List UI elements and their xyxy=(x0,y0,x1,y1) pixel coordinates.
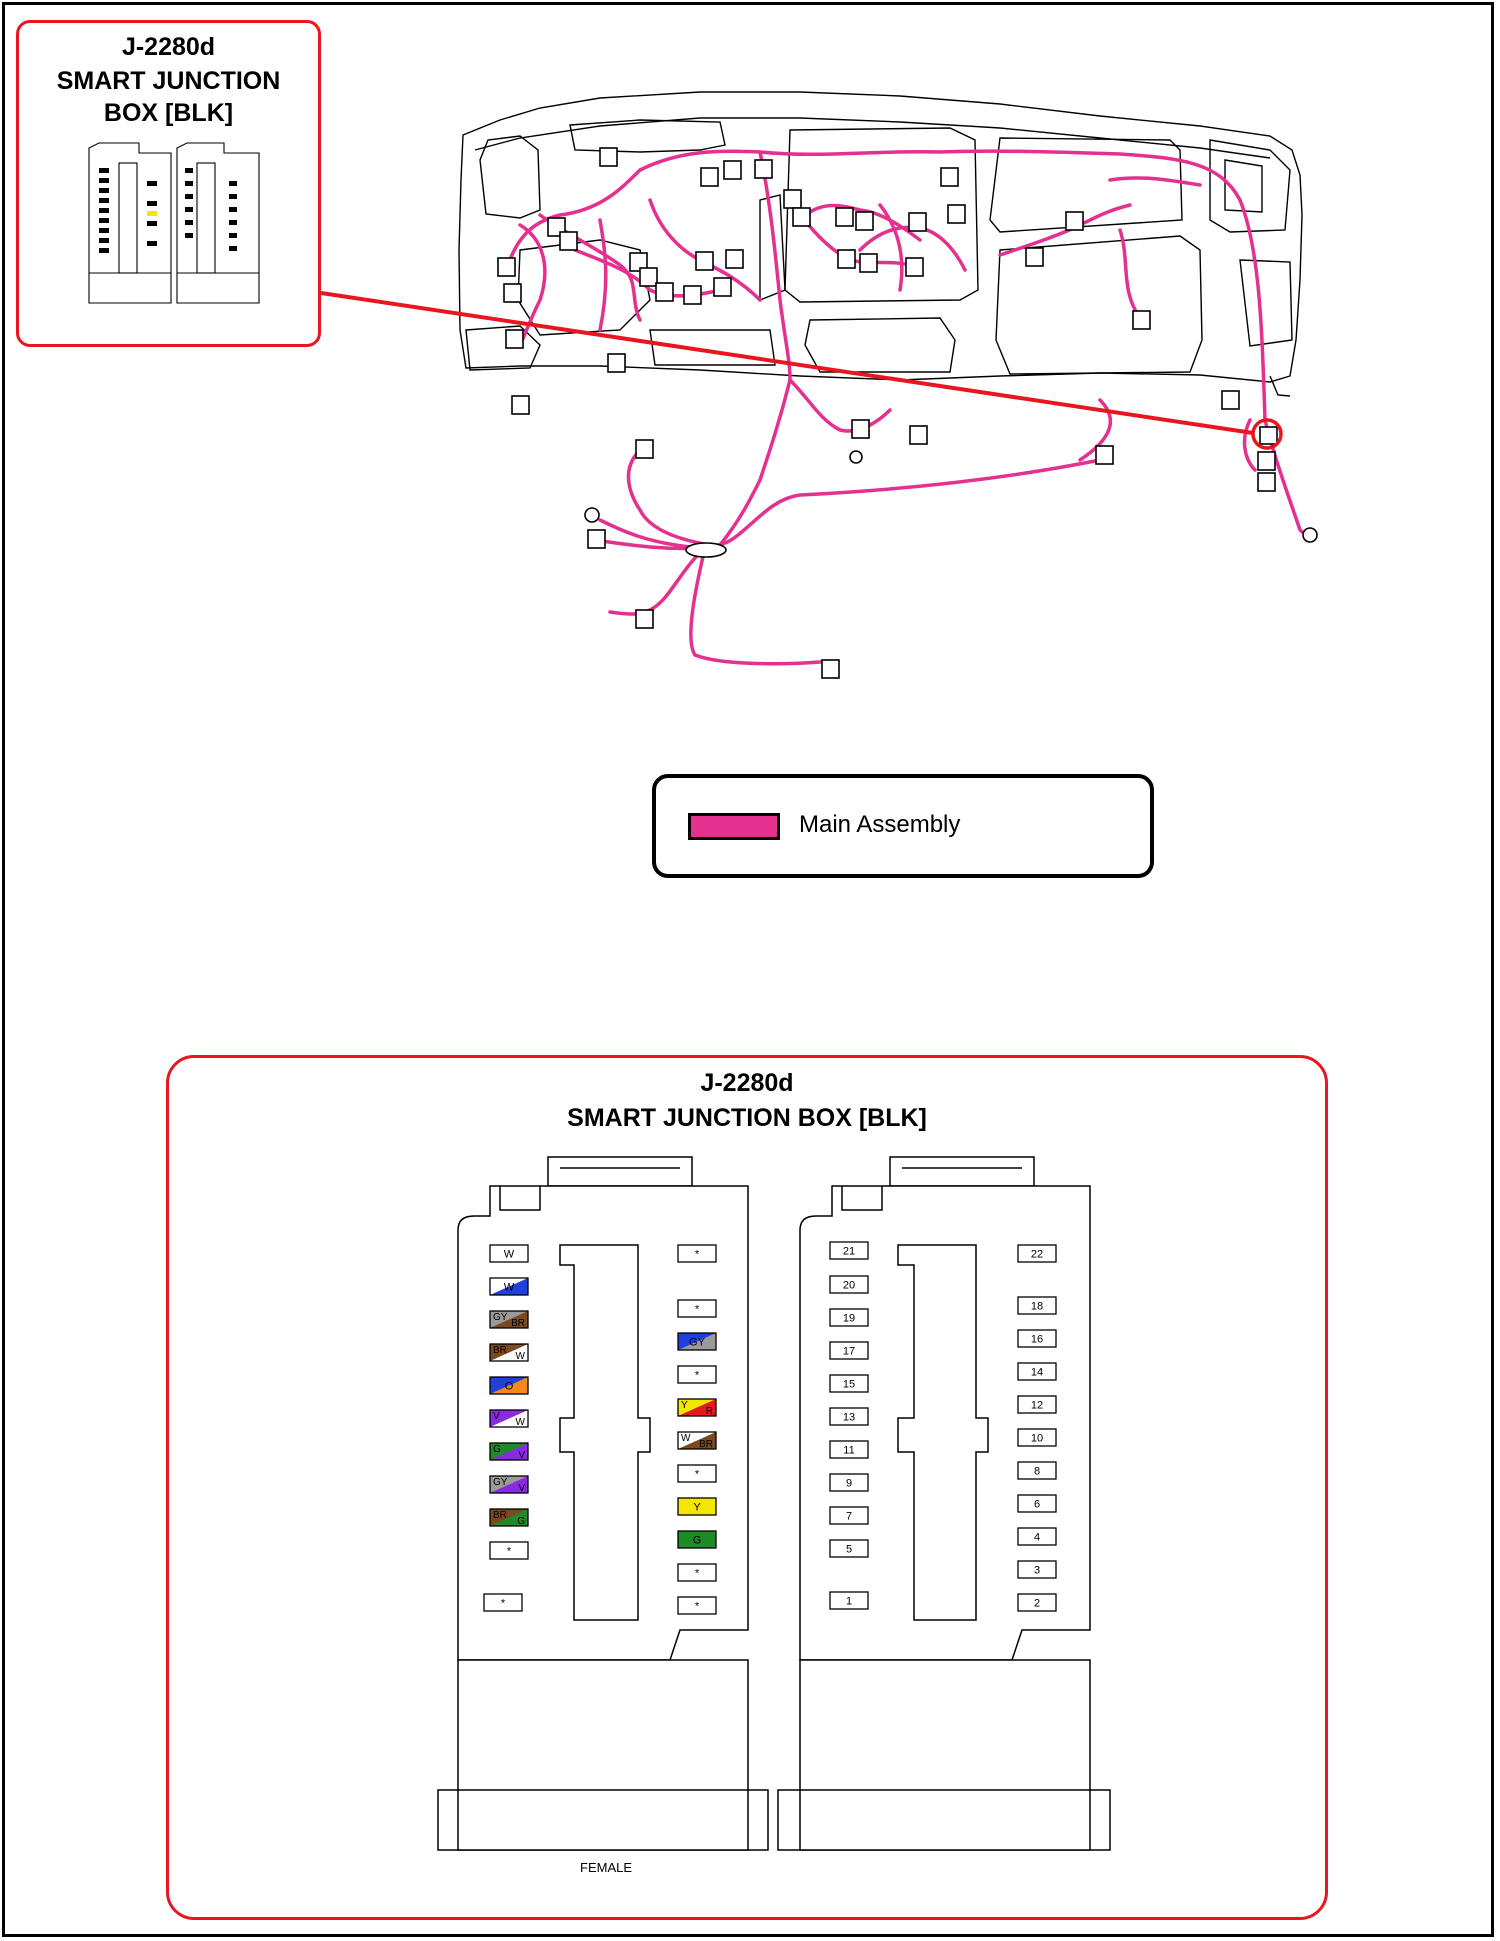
middle-cavity xyxy=(678,1432,716,1450)
left-col-pin-17 xyxy=(830,1342,868,1359)
right-col-pin-12 xyxy=(1018,1396,1056,1413)
svg-text:13: 13 xyxy=(842,1411,856,1424)
inset-connector-name-2: BOX [BLK] xyxy=(103,99,234,127)
svg-text:W: W xyxy=(503,1281,515,1294)
svg-text:Y: Y xyxy=(693,1501,701,1514)
middle-cavity xyxy=(678,1465,716,1482)
svg-text:*: * xyxy=(694,1468,700,1481)
svg-text:BR: BR xyxy=(699,1439,713,1450)
middle-cavity xyxy=(678,1366,716,1383)
svg-text:5: 5 xyxy=(845,1543,853,1556)
svg-text:R: R xyxy=(705,1406,713,1417)
svg-text:V: V xyxy=(518,1483,525,1494)
left-cavity xyxy=(490,1245,528,1262)
left-col-pin-21 xyxy=(830,1242,868,1259)
svg-text:14: 14 xyxy=(1030,1366,1044,1379)
svg-text:Y: Y xyxy=(681,1400,688,1411)
inset-connector-id: J-2280d xyxy=(121,33,216,61)
svg-text:18: 18 xyxy=(1030,1300,1044,1313)
middle-cavity xyxy=(678,1597,716,1614)
svg-text:*: * xyxy=(506,1545,512,1558)
right-col-pin-8 xyxy=(1018,1462,1056,1479)
left-cavity xyxy=(490,1311,528,1329)
panel-connector-name: SMART JUNCTION BOX [BLK] xyxy=(567,1104,927,1132)
panel-connector-id: J-2280d xyxy=(700,1069,794,1097)
left-cavity xyxy=(490,1542,528,1559)
left-cavity xyxy=(490,1476,528,1494)
legend-label: Main Assembly xyxy=(799,811,961,838)
svg-text:22: 22 xyxy=(1030,1248,1044,1261)
left-cavity xyxy=(490,1377,528,1394)
middle-cavity xyxy=(678,1300,716,1317)
right-latch xyxy=(890,1157,1034,1186)
svg-text:1: 1 xyxy=(845,1595,853,1608)
svg-text:2: 2 xyxy=(1033,1597,1041,1610)
left-latch xyxy=(548,1157,692,1186)
middle-cavity xyxy=(678,1498,716,1515)
svg-text:V: V xyxy=(518,1450,525,1461)
svg-text:BR: BR xyxy=(493,1345,507,1356)
right-col-pin-4 xyxy=(1018,1528,1056,1545)
svg-text:3: 3 xyxy=(1033,1564,1041,1577)
svg-text:8: 8 xyxy=(1033,1465,1041,1478)
left-col-pin-13 xyxy=(830,1408,868,1425)
left-col-pin-20 xyxy=(830,1276,868,1293)
svg-text:10: 10 xyxy=(1030,1432,1044,1445)
middle-cavity xyxy=(678,1564,716,1581)
svg-text:V: V xyxy=(493,1411,500,1422)
left-cavity xyxy=(484,1594,522,1611)
svg-text:GY: GY xyxy=(689,1336,705,1349)
left-col-pin-19 xyxy=(830,1309,868,1326)
svg-text:*: * xyxy=(694,1567,700,1580)
left-center-key xyxy=(560,1245,650,1620)
middle-cavity xyxy=(678,1399,716,1417)
svg-text:G: G xyxy=(517,1516,525,1527)
svg-text:W: W xyxy=(681,1433,691,1444)
left-col-pin-15 xyxy=(830,1375,868,1392)
svg-text:16: 16 xyxy=(1030,1333,1044,1346)
left-col-pin-9 xyxy=(830,1474,868,1491)
left-cavity xyxy=(490,1443,528,1461)
svg-text:20: 20 xyxy=(842,1279,856,1292)
right-col-pin-14 xyxy=(1018,1363,1056,1380)
svg-text:*: * xyxy=(694,1303,700,1316)
svg-text:O: O xyxy=(504,1380,514,1393)
left-col-pin-1 xyxy=(830,1592,868,1609)
svg-text:9: 9 xyxy=(845,1477,853,1490)
left-cavity xyxy=(490,1509,528,1527)
svg-text:11: 11 xyxy=(843,1444,855,1457)
left-cavity xyxy=(490,1278,528,1295)
right-col-pin-10 xyxy=(1018,1429,1056,1446)
svg-text:17: 17 xyxy=(842,1345,856,1358)
left-cavity xyxy=(490,1410,528,1428)
svg-text:W: W xyxy=(515,1417,525,1428)
right-col-pin-16 xyxy=(1018,1330,1056,1347)
svg-text:G: G xyxy=(692,1534,702,1547)
gender-label: FEMALE xyxy=(580,1860,633,1875)
svg-text:GY: GY xyxy=(493,1312,508,1323)
svg-text:15: 15 xyxy=(842,1378,856,1391)
svg-text:BR: BR xyxy=(493,1510,507,1521)
svg-text:*: * xyxy=(694,1248,700,1261)
svg-text:BR: BR xyxy=(511,1318,525,1329)
svg-text:4: 4 xyxy=(1033,1531,1041,1544)
right-col-pin-3 xyxy=(1018,1561,1056,1578)
svg-text:G: G xyxy=(493,1444,501,1455)
right-col-pin-18 xyxy=(1018,1297,1056,1314)
svg-text:12: 12 xyxy=(1030,1399,1044,1412)
svg-text:W: W xyxy=(503,1248,515,1261)
right-col-pin-2 xyxy=(1018,1594,1056,1611)
right-col-pin-22 xyxy=(1018,1245,1056,1262)
middle-cavity xyxy=(678,1333,716,1350)
svg-text:GY: GY xyxy=(493,1477,508,1488)
left-col-pin-5 xyxy=(830,1540,868,1557)
middle-cavity xyxy=(678,1531,716,1548)
svg-text:W: W xyxy=(515,1351,525,1362)
svg-text:21: 21 xyxy=(842,1245,856,1258)
left-cavity xyxy=(490,1344,528,1362)
left-col-pin-11 xyxy=(830,1441,868,1458)
svg-text:*: * xyxy=(694,1369,700,1382)
inset-connector-name: SMART JUNCTION xyxy=(56,67,281,95)
svg-text:*: * xyxy=(694,1600,700,1613)
svg-text:7: 7 xyxy=(845,1510,853,1523)
svg-text:6: 6 xyxy=(1033,1498,1041,1511)
middle-cavity xyxy=(678,1245,716,1262)
svg-text:19: 19 xyxy=(842,1312,856,1325)
svg-text:*: * xyxy=(500,1597,506,1610)
right-col-pin-6 xyxy=(1018,1495,1056,1512)
left-col-pin-7 xyxy=(830,1507,868,1524)
